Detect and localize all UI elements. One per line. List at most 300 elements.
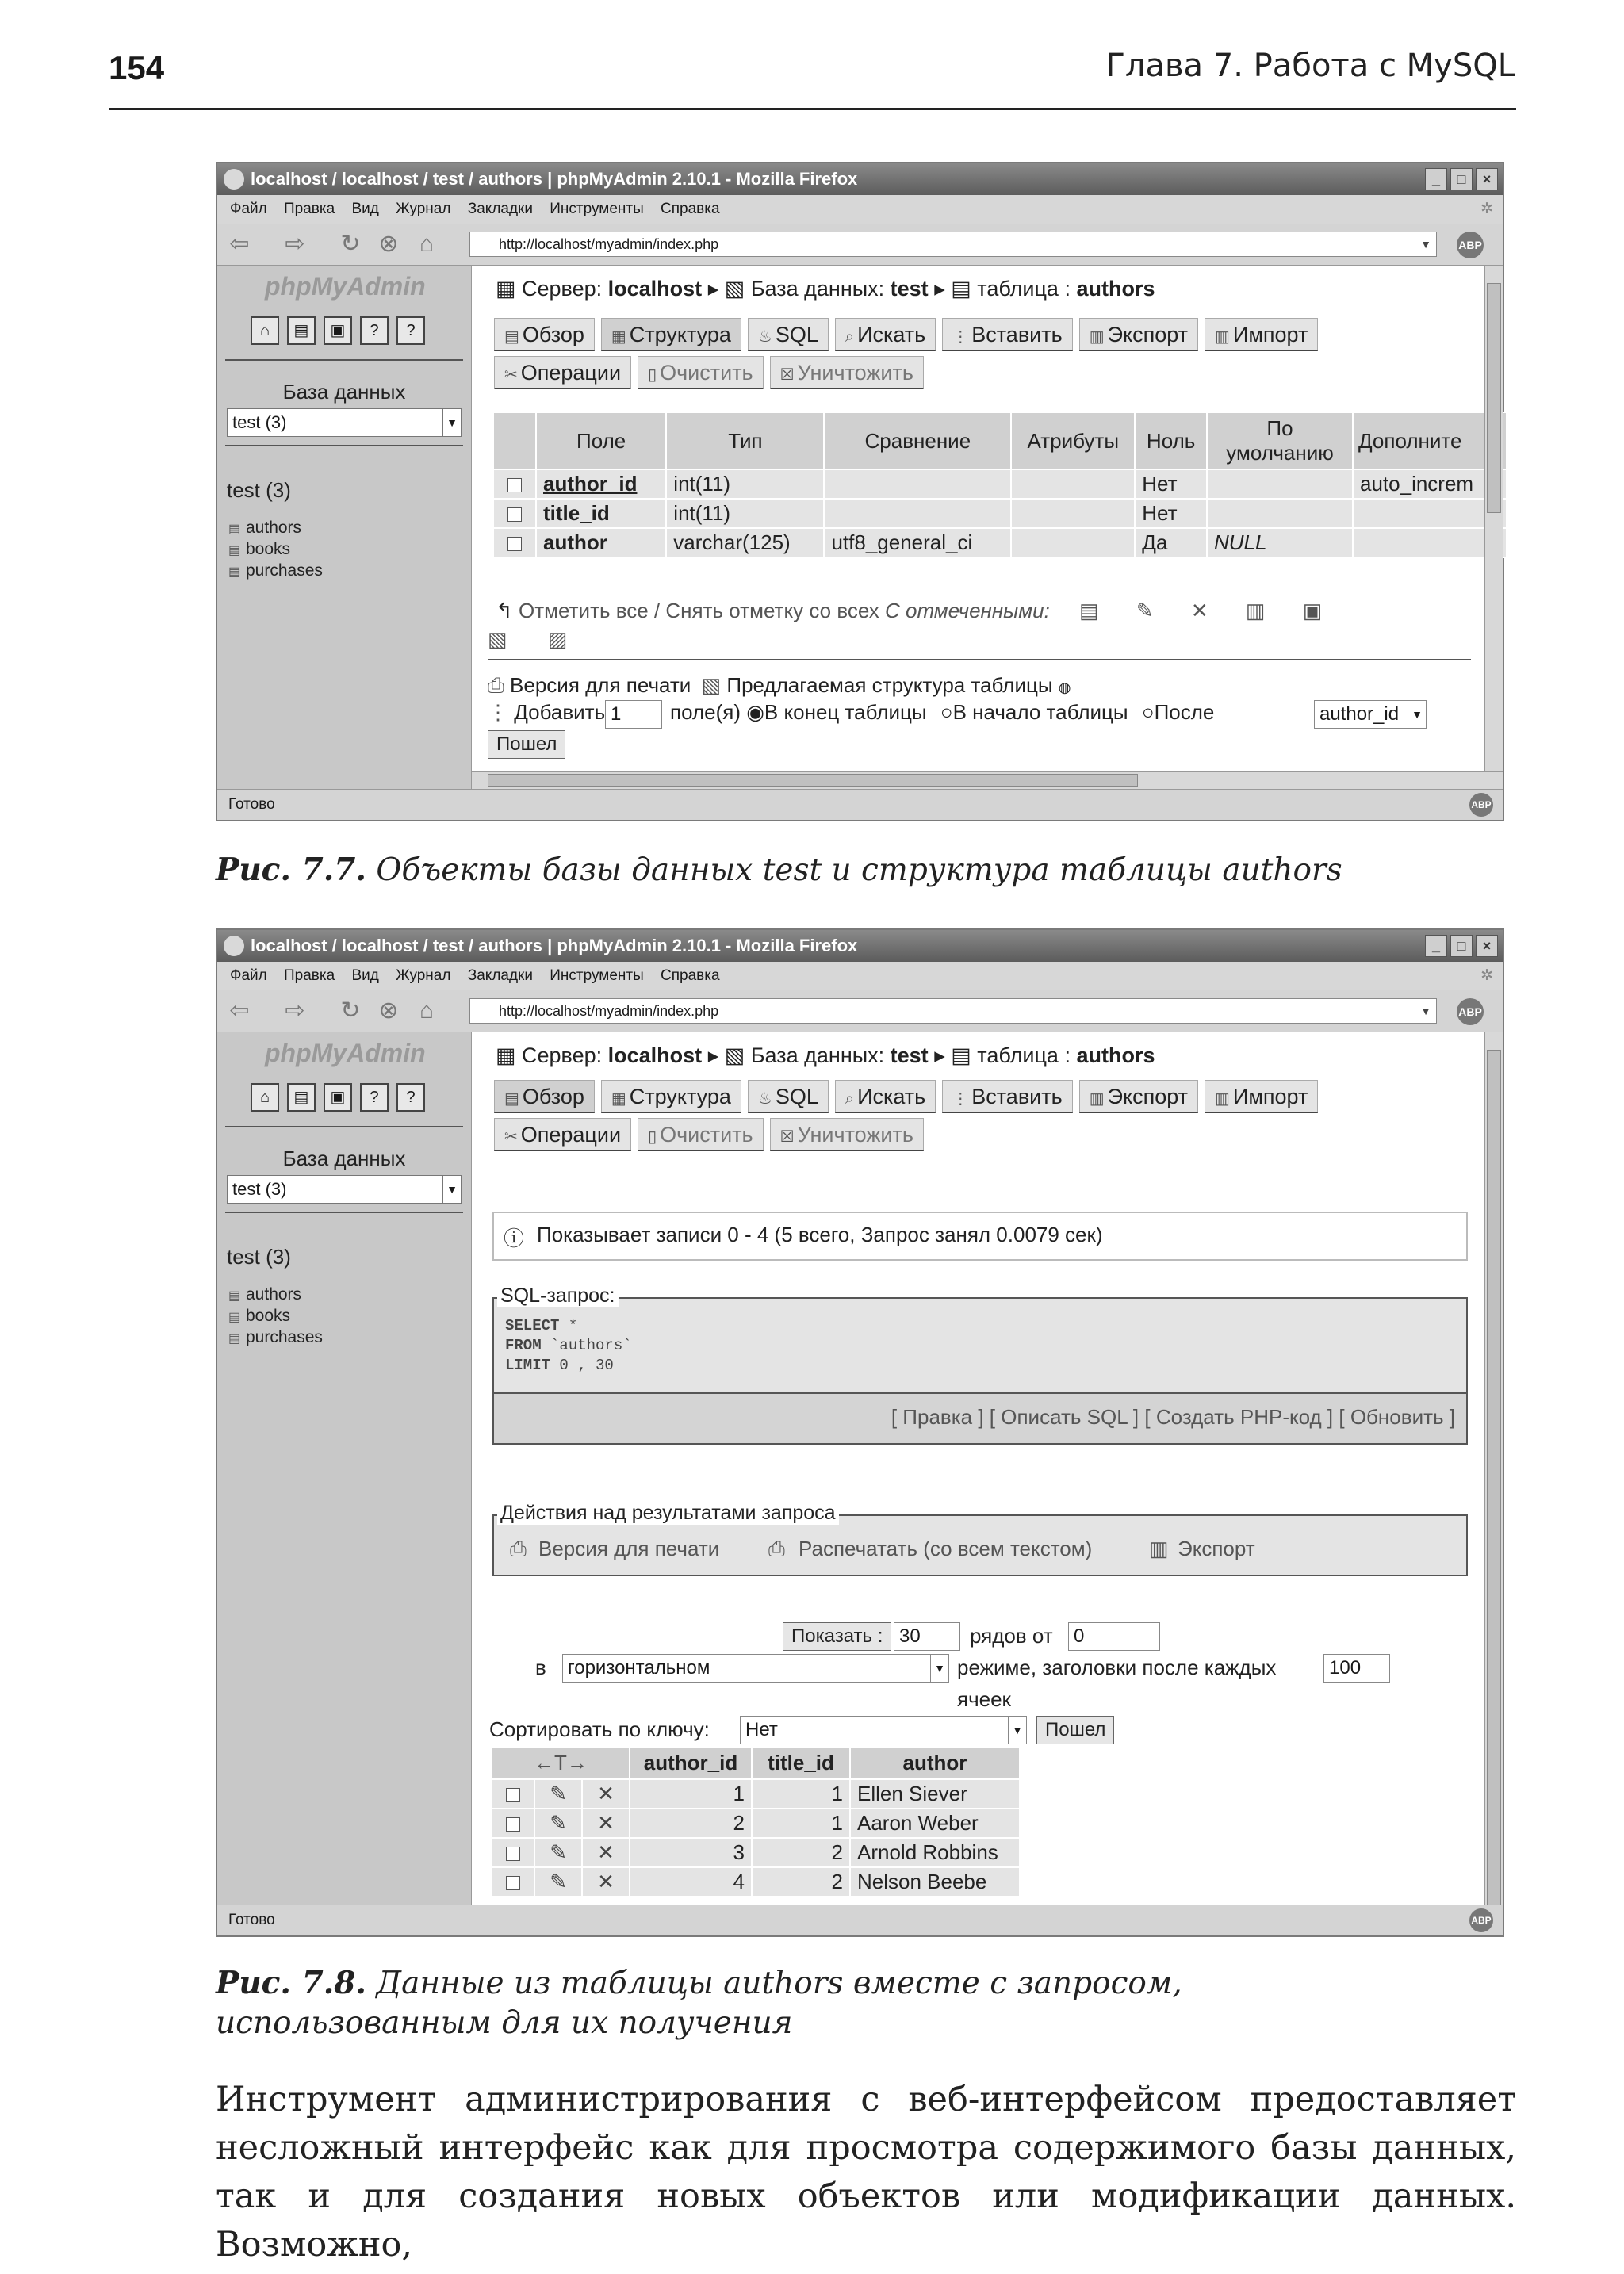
chapter-title: Глава 7. Работа с MySQL (1105, 48, 1515, 84)
throbber-icon: ✲ (1480, 201, 1493, 217)
menu-bar (217, 962, 1503, 990)
edit-icon[interactable]: ✎ (534, 1809, 582, 1838)
radio-end[interactable]: ◉ (746, 700, 764, 724)
field-default: NULL (1207, 528, 1353, 557)
col-attributes: Атрибуты (1011, 412, 1135, 469)
adblock-status-icon[interactable]: ABP (1469, 1908, 1493, 1932)
print-icon: ⎙ (488, 673, 504, 697)
edit-icon[interactable]: ✎ (534, 1779, 582, 1809)
sql-keyword: LIMIT (505, 1357, 551, 1374)
tab-insert[interactable]: ⋮ Вставить (942, 318, 1072, 351)
field-collation (824, 499, 1011, 528)
maximize-button[interactable]: □ (1450, 168, 1473, 190)
print-icon: ⎙ (510, 1537, 527, 1560)
cell-author: Arnold Robbins (850, 1838, 1020, 1867)
sidebar-item-books[interactable]: ▤ books (228, 1306, 323, 1327)
field-null: Да (1135, 528, 1207, 557)
back-icon[interactable]: ⇦ (229, 997, 250, 1024)
table-icon: ▤ (228, 1289, 241, 1303)
sql-query-box (492, 1284, 1468, 1394)
info-icon: ⓘ (504, 1227, 525, 1250)
chevron-down-icon: ▼ (1008, 1717, 1026, 1744)
db-icon: ▧ (724, 1043, 745, 1067)
chevron-down-icon: ▼ (442, 1176, 461, 1203)
sort-value: Нет (745, 1719, 778, 1740)
table-icon: ▤ (228, 1311, 241, 1324)
info-box (492, 1212, 1468, 1261)
with-selected-label: С отмеченными: (884, 599, 1050, 622)
propose-icon: ▧ (701, 673, 722, 697)
menu-history[interactable]: Журнал (396, 967, 451, 984)
window-title: localhost / localhost / test / authors | phpMyAdmin 2.10.1 - Mozilla Firefox (251, 169, 858, 189)
in-label: в (535, 1656, 546, 1679)
display-mode-select[interactable] (562, 1654, 949, 1683)
import-icon: ▥ (1215, 328, 1230, 346)
table-icon: ▤ (228, 523, 241, 536)
vertical-scrollbar[interactable] (1484, 1032, 1503, 1905)
display-mode-value: горизонтальном (568, 1657, 710, 1679)
crumb-server[interactable]: localhost (607, 277, 703, 301)
table-list (228, 1284, 323, 1349)
rows-count-input[interactable]: 30 (894, 1622, 960, 1651)
tab-browse[interactable]: ▤ Обзор (494, 1080, 595, 1113)
sidebar-divider (225, 445, 463, 446)
query-window-icon[interactable]: ▣ (324, 316, 352, 345)
sql-icon: ♨ (757, 328, 772, 346)
pma-main (472, 1032, 1503, 1905)
col-extra: Дополните (1353, 412, 1507, 469)
results-table (491, 1746, 1021, 1897)
query-results-actions (492, 1502, 1468, 1576)
breadcrumb: ▦ Сервер: localhost ▸ ▧ База данных: test ▸ ▤ таблица : authors (496, 1043, 1155, 1067)
minimize-button[interactable]: _ (1425, 168, 1447, 190)
delete-icon[interactable]: ✕ (582, 1867, 630, 1897)
firefox-icon (224, 169, 244, 190)
table-list (228, 518, 323, 582)
delete-icon[interactable]: ✕ (582, 1779, 630, 1809)
empty-icon: ▯ (648, 1128, 657, 1146)
server-icon: ▦ (496, 277, 516, 301)
print-version-link[interactable]: Версия для печати (538, 1537, 720, 1560)
sql-links-bar (492, 1394, 1468, 1445)
crumb-db[interactable]: test (890, 277, 929, 301)
field-extra: auto_increm (1353, 469, 1507, 499)
menu-tools[interactable]: Инструменты (550, 201, 644, 217)
col-collation: Сравнение (824, 412, 1011, 469)
tab-browse[interactable]: ▤ Обзор (494, 318, 595, 351)
print-full-icon: ⎙ (768, 1537, 785, 1560)
body-paragraph: Инструмент администрирования с веб-интерфейсом предоставляет несложный интерфейс как для просмотра содержимого базы данных, так и для создания новых объектов или модификации данных. Возможно, (216, 2080, 1516, 2264)
crumb-server[interactable]: localhost (607, 1043, 703, 1067)
cell-title-id: 2 (752, 1867, 850, 1897)
table-row (492, 1867, 1020, 1897)
check-all-row (496, 599, 1322, 623)
propose-structure-link[interactable]: Предлагаемая структура таблицы (726, 673, 1053, 697)
mode-label: режиме, заголовки после каждых (957, 1656, 1277, 1679)
sidebar-item-purchases[interactable]: ▤ purchases (228, 1327, 323, 1349)
sort-select[interactable] (740, 1716, 1027, 1744)
tab-sql[interactable]: ♨ SQL (748, 1080, 829, 1113)
sql-icon: ♨ (757, 1090, 772, 1108)
radio-after[interactable]: ○ (1141, 700, 1155, 724)
scrollbar-thumb[interactable] (1487, 283, 1501, 513)
menu-view[interactable]: Вид (351, 201, 379, 217)
throbber-icon: ✲ (1480, 967, 1493, 984)
menu-help[interactable]: Справка (661, 201, 720, 217)
cell-author: Aaron Weber (850, 1809, 1020, 1838)
column-arrows[interactable]: ←T→ (492, 1747, 630, 1779)
fields-label: поле(я) (670, 700, 741, 724)
home-icon[interactable]: ⌂ (251, 1083, 279, 1112)
menu-edit[interactable]: Правка (284, 967, 335, 984)
field-attr (1011, 528, 1135, 557)
adblock-icon[interactable]: ABP (1457, 232, 1484, 258)
field-default (1207, 499, 1353, 528)
structure-icon: ▦ (611, 1090, 626, 1108)
figure-caption-7-7 (216, 850, 1342, 890)
menu-help[interactable]: Справка (661, 967, 720, 984)
chevron-down-icon: ▼ (442, 409, 461, 436)
close-window-button[interactable]: × (1476, 168, 1498, 190)
add-field-icon: ⋮ (488, 700, 508, 724)
tab-search[interactable]: ⌕ Искать (835, 318, 936, 351)
field-type: int(11) (666, 469, 824, 499)
window-title: localhost / localhost / test / authors | phpMyAdmin 2.10.1 - Mozilla Firefox (251, 936, 858, 955)
caption-text-line1: Данные из таблицы authors вместе с запросом, (376, 1966, 1182, 2001)
row-checkbox[interactable] (508, 507, 522, 522)
unique-selected-icon[interactable]: ▣ (1302, 599, 1323, 622)
after-field-select[interactable] (1314, 700, 1427, 729)
adblock-status-icon[interactable]: ABP (1469, 793, 1493, 817)
field-extra (1353, 499, 1507, 528)
tab-export[interactable]: ▥ Экспорт (1079, 318, 1198, 351)
mysql-docs-icon[interactable]: ? (396, 316, 425, 345)
tab-drop[interactable]: ☒ Уничтожить (770, 356, 924, 389)
export-icon: ▥ (1089, 328, 1105, 346)
tab-empty[interactable]: ▯ Очистить (638, 356, 764, 389)
col-author-id[interactable]: author_id (630, 1747, 752, 1779)
back-icon[interactable]: ⇦ (229, 231, 250, 257)
field-type: varchar(125) (666, 528, 824, 557)
row-checkbox[interactable] (506, 1847, 520, 1861)
table-row (493, 528, 1507, 557)
maximize-button[interactable]: □ (1450, 935, 1473, 957)
menu-file[interactable]: Файл (230, 201, 267, 217)
url-dropdown-icon[interactable]: ▼ (1415, 999, 1436, 1023)
tab-import[interactable]: ▥ Импорт (1205, 318, 1318, 351)
sidebar-item-authors[interactable]: ▤ authors (228, 1284, 323, 1306)
db-select[interactable] (227, 408, 462, 437)
after-field-value: author_id (1320, 703, 1400, 725)
index-icons-row (488, 627, 567, 652)
col-default: По умолчанию (1207, 412, 1353, 469)
delete-icon[interactable]: ✕ (582, 1838, 630, 1867)
actions-legend: Действия над результатами запроса (497, 1502, 839, 1525)
field-null: Нет (1135, 469, 1207, 499)
field-null: Нет (1135, 499, 1207, 528)
tab-insert[interactable]: ⋮ Вставить (942, 1080, 1072, 1113)
server-icon: ▦ (496, 1043, 516, 1067)
reload-icon[interactable]: ↻ (340, 231, 361, 257)
menu-file[interactable]: Файл (230, 967, 267, 984)
vertical-scrollbar[interactable] (1484, 266, 1503, 790)
print-full-link[interactable]: Распечатать (со всем текстом) (799, 1537, 1093, 1560)
db-link[interactable]: test (3) (227, 478, 291, 502)
edit-icon[interactable]: ✎ (534, 1867, 582, 1897)
cell-author-id: 3 (630, 1838, 752, 1867)
at-beginning-label: В начало таблицы (952, 700, 1128, 724)
field-attr (1011, 469, 1135, 499)
close-window-button[interactable]: × (1476, 935, 1498, 957)
go-button[interactable]: Пошел (488, 730, 565, 759)
operations-icon: ✂ (504, 1128, 518, 1146)
browse-selected-icon[interactable]: ▤ (1079, 599, 1099, 622)
import-icon: ▥ (1215, 1090, 1230, 1108)
sidebar-divider (225, 1212, 463, 1213)
minimize-button[interactable]: _ (1425, 935, 1447, 957)
status-text: Готово (228, 796, 275, 813)
tab-export[interactable]: ▥ Экспорт (1079, 1080, 1198, 1113)
forward-icon[interactable]: ⇨ (285, 231, 305, 257)
home-icon[interactable]: ⌂ (419, 997, 435, 1024)
radio-beginning[interactable]: ○ (940, 700, 953, 724)
table-icon: ▤ (951, 1043, 971, 1067)
table-row (492, 1779, 1020, 1809)
sql-keyword: FROM (505, 1337, 542, 1354)
show-button[interactable]: Показать : (783, 1622, 891, 1651)
header-every-input[interactable]: 100 (1323, 1654, 1390, 1683)
sql-legend: SQL-запрос: (497, 1284, 619, 1307)
insert-icon: ⋮ (952, 1090, 969, 1108)
drop-selected-icon[interactable]: ✕ (1190, 599, 1208, 622)
go-button[interactable]: Пошел (1036, 1716, 1114, 1744)
add-label: Добавить (514, 700, 606, 724)
cell-author: Ellen Siever (850, 1779, 1020, 1809)
browse-icon: ▤ (504, 1090, 519, 1108)
row-checkbox[interactable] (508, 537, 522, 551)
db-select-value: test (3) (232, 412, 287, 432)
cell-author: Nelson Beebe (850, 1867, 1020, 1897)
sidebar-item-authors[interactable]: ▤ authors (228, 518, 323, 539)
field-extra (1353, 528, 1507, 557)
field-collation: utf8_general_ci (824, 528, 1011, 557)
tab-operations[interactable]: ✂ Операции (494, 356, 631, 389)
empty-icon: ▯ (648, 366, 657, 384)
db-select[interactable] (227, 1175, 462, 1204)
tab-search[interactable]: ⌕ Искать (835, 1080, 936, 1113)
col-author[interactable]: author (850, 1747, 1020, 1779)
menu-bookmarks[interactable]: Закладки (467, 201, 533, 217)
pma-sidebar (217, 266, 472, 790)
drop-icon: ☒ (779, 366, 795, 384)
row-checkbox[interactable] (506, 1788, 520, 1802)
edit-icon[interactable]: ✎ (534, 1838, 582, 1867)
scrollbar-thumb[interactable] (488, 774, 1138, 787)
delete-icon[interactable]: ✕ (582, 1809, 630, 1838)
sidebar-item-purchases[interactable]: ▤ purchases (228, 561, 323, 582)
after-label: После (1154, 700, 1215, 724)
sql-keyword: SELECT (505, 1317, 560, 1334)
header-rule (109, 108, 1516, 110)
home-icon[interactable]: ⌂ (251, 316, 279, 345)
rows-from-label: рядов от (970, 1624, 1053, 1648)
info-message: Показывает записи 0 - 4 (5 всего, Запрос занял 0.0079 сек) (537, 1223, 1103, 1246)
crumb-table[interactable]: authors (1076, 1043, 1155, 1067)
status-text: Готово (228, 1912, 275, 1928)
sql-code: SELECT * FROM `authors` LIMIT 0 , 30 (505, 1317, 632, 1374)
db-link[interactable]: test (3) (227, 1245, 291, 1269)
search-icon: ⌕ (845, 1090, 855, 1108)
db-label: База данных (282, 1147, 406, 1170)
col-type: Тип (666, 412, 824, 469)
export-icon: ▥ (1089, 1090, 1105, 1108)
position-options (670, 700, 1214, 725)
browse-icon: ▤ (504, 328, 519, 346)
add-count-input[interactable]: 1 (605, 700, 662, 729)
cell-title-id: 1 (752, 1779, 850, 1809)
nav-toolbar (217, 224, 1503, 266)
caption-number: Рис. 7.8. (216, 1965, 367, 2001)
rows-start-input[interactable]: 0 (1068, 1622, 1160, 1651)
mysql-docs-icon[interactable]: ? (396, 1083, 425, 1112)
docs-icon[interactable]: ? (360, 316, 389, 345)
title-bar (217, 163, 1503, 195)
table-row (492, 1838, 1020, 1867)
db-icon: ▧ (724, 277, 745, 301)
logout-icon[interactable]: ▤ (287, 316, 316, 345)
field-attr (1011, 499, 1135, 528)
col-null: Ноль (1135, 412, 1207, 469)
primary-selected-icon[interactable]: ▥ (1245, 599, 1266, 622)
url-text: http://localhost/myadmin/index.php (499, 236, 719, 252)
chevron-down-icon: ▼ (1408, 701, 1426, 728)
pma-sidebar (217, 1032, 472, 1905)
stop-icon[interactable]: ⊗ (378, 231, 399, 257)
col-field[interactable]: Поле (536, 412, 666, 469)
divider (488, 659, 1471, 660)
col-title-id[interactable]: title_id (752, 1747, 850, 1779)
sidebar-item-books[interactable]: ▤ books (228, 539, 323, 561)
tab-structure[interactable]: ▦ Структура (601, 1080, 741, 1113)
home-icon[interactable]: ⌂ (419, 231, 435, 257)
table-icon: ▤ (228, 544, 241, 557)
url-dropdown-icon[interactable]: ▼ (1415, 232, 1436, 256)
table-row (493, 499, 1507, 528)
operations-icon: ✂ (504, 366, 518, 384)
export-link[interactable]: Экспорт (1178, 1537, 1255, 1560)
crumb-table[interactable]: authors (1076, 277, 1155, 301)
url-field[interactable] (469, 998, 1437, 1024)
fulltext-selected-icon[interactable]: ▨ (547, 627, 568, 651)
menu-bookmarks[interactable]: Закладки (467, 967, 533, 984)
table-icon: ▤ (228, 1332, 241, 1346)
menu-history[interactable]: Журнал (396, 201, 451, 217)
drop-icon: ☒ (779, 1128, 795, 1146)
stop-icon[interactable]: ⊗ (378, 997, 399, 1024)
print-version-link[interactable]: Версия для печати (510, 673, 691, 697)
check-all-arrow-icon: ↰ (496, 599, 513, 622)
edit-selected-icon[interactable]: ✎ (1136, 599, 1154, 622)
field-collation (824, 469, 1011, 499)
menu-bar (217, 195, 1503, 224)
at-end-label: В конец таблицы (764, 700, 927, 724)
url-field[interactable] (469, 232, 1437, 257)
row-checkbox[interactable] (506, 1876, 520, 1890)
insert-icon: ⋮ (952, 328, 969, 346)
scrollbar-thumb[interactable] (1487, 1050, 1501, 1906)
structure-icon: ▦ (611, 328, 626, 346)
table-icon: ▤ (228, 565, 241, 579)
sidebar-divider (225, 1126, 463, 1127)
crumb-db[interactable]: test (890, 1043, 929, 1067)
arrow-right-icon: ▸ (707, 277, 719, 301)
sql-links[interactable]: [ Правка ] [ Описать SQL ] [ Создать PHP-код ] [ Обновить ] (891, 1405, 1455, 1429)
pma-logo[interactable]: phpMyAdmin (265, 1039, 426, 1067)
arrow-right-icon: ▸ (934, 277, 945, 301)
help-icon[interactable]: ◍ (1058, 680, 1071, 695)
firefox-icon (224, 936, 244, 956)
sidebar-divider (225, 359, 463, 361)
logout-icon[interactable]: ▤ (287, 1083, 316, 1112)
forward-icon[interactable]: ⇨ (285, 997, 305, 1024)
horizontal-scrollbar[interactable] (472, 771, 1503, 790)
table-row (493, 469, 1507, 499)
adblock-icon[interactable]: ABP (1457, 998, 1484, 1025)
figure-caption-7-8 (216, 1963, 1182, 2043)
field-name[interactable]: author_id (536, 469, 666, 499)
add-field-row (488, 700, 605, 725)
browser-window-browse (216, 928, 1504, 1937)
check-all-link[interactable]: Отметить все / Снять отметку со всех (519, 599, 879, 622)
reload-icon[interactable]: ↻ (340, 997, 361, 1024)
field-default (1207, 469, 1353, 499)
row-checkbox[interactable] (508, 478, 522, 492)
caption-text: Объекты базы данных test и структура таблицы authors (376, 852, 1342, 888)
nav-toolbar (217, 990, 1503, 1032)
tab-import[interactable]: ▥ Импорт (1205, 1080, 1318, 1113)
cell-author-id: 2 (630, 1809, 752, 1838)
pma-logo[interactable]: phpMyAdmin (265, 272, 426, 301)
tab-structure[interactable]: ▦ Структура (601, 318, 741, 351)
row-checkbox[interactable] (506, 1817, 520, 1832)
menu-edit[interactable]: Правка (284, 201, 335, 217)
browser-window-structure (216, 162, 1504, 821)
sort-label: Сортировать по ключу: (489, 1717, 710, 1741)
field-name[interactable]: title_id (536, 499, 666, 528)
menu-view[interactable]: Вид (351, 967, 379, 984)
caption-number: Рис. 7.7. (216, 852, 367, 888)
breadcrumb: ▦ Сервер: localhost ▸ ▧ База данных: test ▸ ▤ таблица : authors (496, 277, 1155, 301)
docs-icon[interactable]: ? (360, 1083, 389, 1112)
field-name[interactable]: author (536, 528, 666, 557)
query-window-icon[interactable]: ▣ (324, 1083, 352, 1112)
tab-sql[interactable]: ♨ SQL (748, 318, 829, 351)
cell-author-id: 1 (630, 1779, 752, 1809)
chevron-down-icon: ▼ (930, 1655, 948, 1682)
tab-drop[interactable]: ☒ Уничтожить (770, 1118, 924, 1151)
status-bar (217, 1905, 1503, 1935)
export-icon: ▥ (1149, 1537, 1169, 1560)
tab-operations[interactable]: ✂ Операции (494, 1118, 631, 1151)
print-row (488, 673, 1071, 699)
tab-empty[interactable]: ▯ Очистить (638, 1118, 764, 1151)
menu-tools[interactable]: Инструменты (550, 967, 644, 984)
pma-main (472, 266, 1503, 790)
cell-author-id: 4 (630, 1867, 752, 1897)
arrow-right-icon: ▸ (934, 1043, 945, 1067)
table-row (492, 1809, 1020, 1838)
index-selected-icon[interactable]: ▧ (488, 627, 508, 651)
